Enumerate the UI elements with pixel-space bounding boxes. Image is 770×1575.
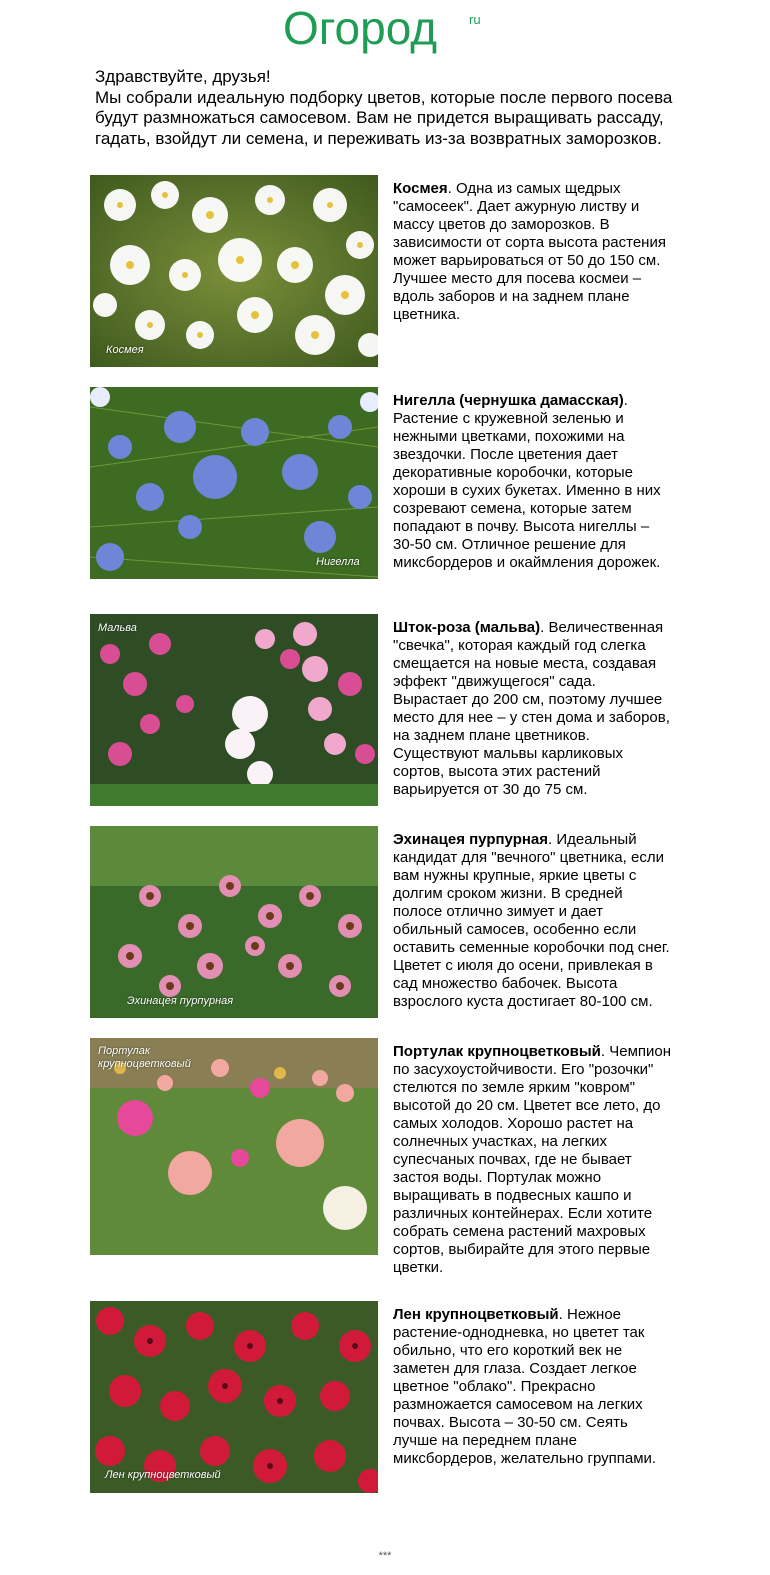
flower-description	[393, 831, 673, 1011]
echinacea-photo[interactable]	[90, 826, 378, 1018]
photo-caption: Лен крупноцветковый	[105, 1469, 221, 1481]
flower-item-echinacea	[90, 826, 680, 1026]
flower-name: Эхинацея пурпурная	[393, 831, 549, 848]
photo-caption: Мальва	[98, 622, 137, 634]
intro-greeting: Здравствуйте, друзья!	[95, 67, 271, 86]
mallow-photo[interactable]	[90, 614, 378, 806]
flower-name: Шток-роза (мальва)	[393, 619, 541, 636]
flower-text: . Чемпион по засухоустойчивости. Его "розочки" стелются по земле ярким "ковром" высотой до 20 см. Цветет все лето, до самых холодов. Хорошо растет на солнечных участках, на легких супесчаных почвах, где не бывает застоя воды. Портулак можно выращивать в подвесных кашпо и различных контейнерах. Если хотите собрать семена растений махровых сортов, выбирайте для этого первые цветки.	[393, 1043, 672, 1276]
nigella-photo[interactable]	[90, 387, 378, 579]
flower-text: . Идеальный кандидат для "вечного" цветника, если вам нужны крупные, яркие цветы с долгим сроком жизни. В средней полосе отлично зимует и дает обильный самосев, особенно если оставить семенные коробочки под снег. Цветет с июля до осени, привлекая в сад множество бабочек. Высота взрослого куста достигает 80-100 см.	[393, 831, 670, 1010]
logo-wordmark: Огород	[283, 4, 438, 54]
ogorod-logo[interactable]	[283, 4, 493, 56]
flower-text: . Величественная "свечка", которая каждый год слегка смещается на новые места, создавая эффект "движущегося" сада. Вырастает до 200 см, поэтому лучшее место для нее – у стен дома и заборов, на заднем плане цветников. Существуют мальвы карликовых сортов, высота этих растений варьируется от 30 до 75 см.	[393, 619, 670, 798]
photo-caption: Космея	[106, 344, 144, 356]
flower-item-portulaca	[90, 1038, 680, 1288]
flower-description	[393, 180, 673, 324]
flower-item-cosmos	[90, 175, 680, 375]
flower-name: Нигелла (чернушка дамасская)	[393, 392, 624, 409]
flower-name: Лен крупноцветковый	[393, 1306, 559, 1323]
photo-caption: Нигелла	[316, 556, 360, 568]
intro-text: Мы собрали идеальную подборку цветов, которые после первого посева будут размножаться самосевом. Вам не придется выращивать рассаду, гадать, взойдут ли семена, и переживать из-за возвратных заморозков.	[95, 87, 673, 148]
flower-item-nigella	[90, 387, 680, 597]
logo-suffix: ru	[469, 12, 481, 27]
flax-photo[interactable]	[90, 1301, 378, 1493]
intro-block	[95, 67, 685, 149]
cosmos-photo[interactable]	[90, 175, 378, 367]
flower-text: . Растение с кружевной зеленью и нежными цветками, похожими на звездочки. После цветения дает декоративные коробочки, которые хороши в сухих букетах. Именно в них созревают семена, которые затем попадают в почву. Высота нигеллы – 30-50 см. Отличное решение для миксбордеров и окаймления дорожек.	[393, 392, 661, 571]
flower-item-mallow	[90, 614, 680, 814]
photo-caption: Портулак крупноцветковый	[98, 1045, 191, 1070]
flower-description	[393, 1306, 673, 1468]
photo-caption: Эхинацея пурпурная	[127, 995, 234, 1007]
flower-name: Портулак крупноцветковый	[393, 1043, 601, 1060]
flower-text: . Нежное растение-однодневка, но цветет так обильно, что его короткий век не заметен для глаза. Создает легкое цветное "облако". Прекрасно размножается самосевом на легких почвах. Высота – 30-50 см. Сеять лучше на переднем плане миксбордеров, желательно группами.	[393, 1306, 657, 1467]
flower-text: . Одна из самых щедрых "самосеек". Дает ажурную листву и массу цветов до заморозков. В зависимости от сорта высота растения может варьироваться от 50 до 150 см. Лучшее место для посева космеи – вдоль заборов и на заднем плане цветника.	[393, 180, 666, 323]
flower-description	[393, 1043, 673, 1277]
flower-name: Космея	[393, 180, 448, 197]
flower-item-flax	[90, 1301, 680, 1501]
flower-description	[393, 392, 673, 572]
footer-separator: ***	[378, 1550, 392, 1562]
flower-description	[393, 619, 673, 799]
